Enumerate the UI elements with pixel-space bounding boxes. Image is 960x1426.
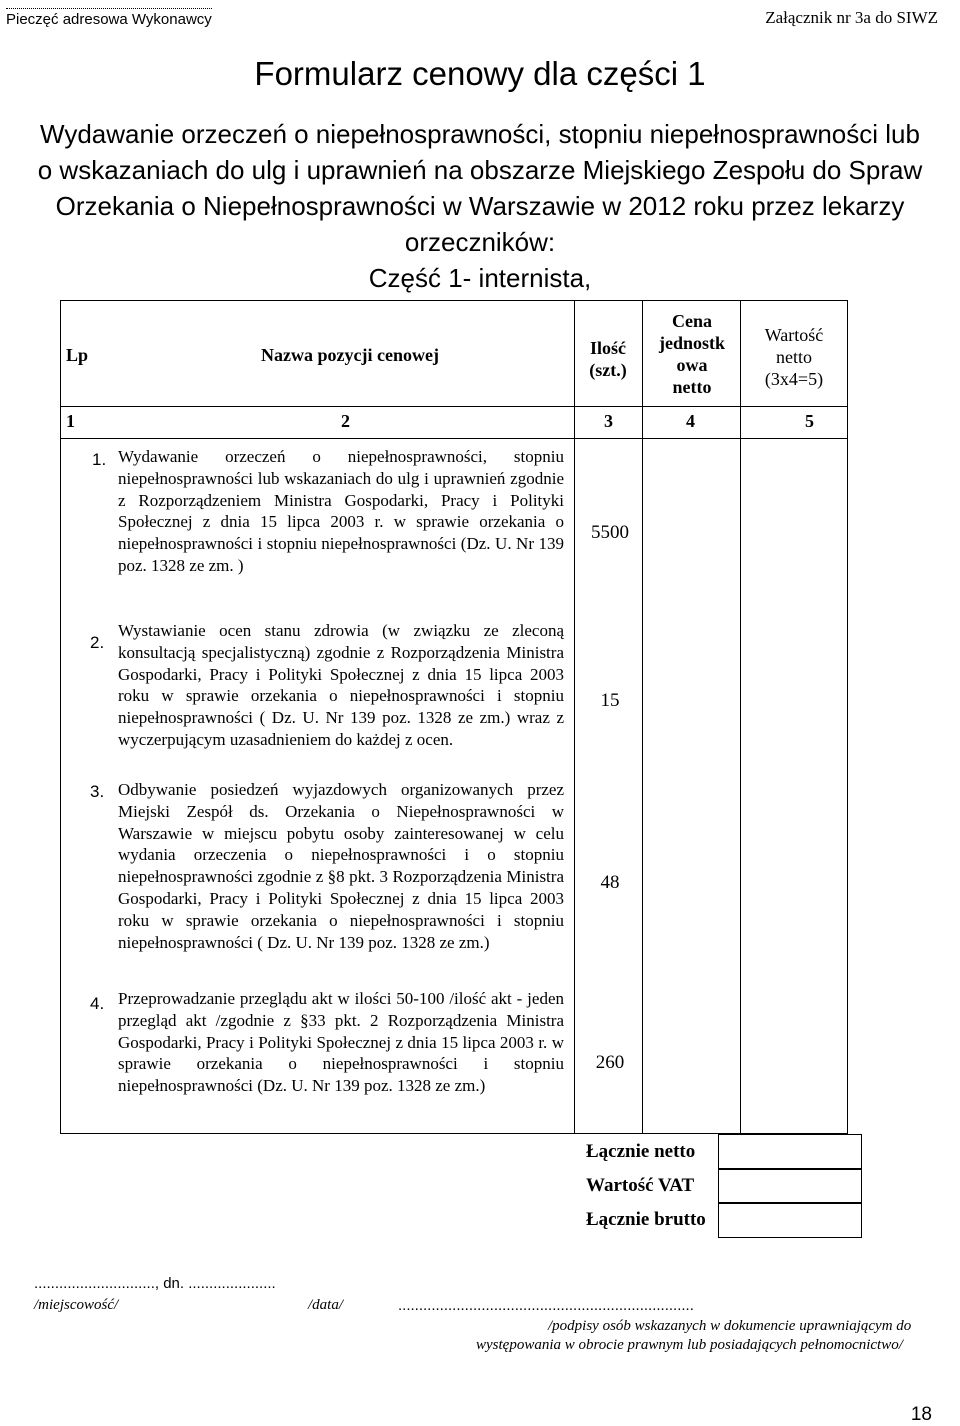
header-quantity: [580, 337, 636, 381]
signature-note-line: występowania w obrocie prawnym lub posiadających pełnomocnictwo/: [476, 1337, 903, 1353]
header-unit-price-line: owa: [676, 355, 708, 375]
header-position-name: Nazwa pozycji cenowej: [261, 345, 439, 365]
header-lp: Lp: [66, 345, 89, 365]
subject-line: o wskazaniach do ulg i uprawnień na obszarze Miejskiego Zespołu do Spraw: [37, 155, 923, 185]
header-unit-price-line: jednostk: [658, 333, 725, 353]
net-total-label: Łącznie netto: [586, 1141, 696, 1162]
form-subject: [0, 116, 960, 296]
column-number: 4: [686, 411, 695, 431]
row-number: 3.: [90, 782, 105, 801]
row-number: 2.: [90, 633, 105, 652]
subject-line: Wydawanie orzeczeń o niepełnosprawności, stopniu niepełnosprawności lub: [40, 119, 920, 149]
column-number: 3: [604, 411, 613, 431]
row-quantity: 15: [600, 690, 620, 711]
place-label: /miejscowość/: [34, 1297, 119, 1313]
header-quantity-line: Ilość: [590, 338, 626, 358]
column-divider: [740, 300, 741, 1134]
header-divider: [60, 406, 848, 407]
column-divider: [642, 300, 643, 1134]
row-description: Przeprowadzanie przeglądu akt w ilości 50-100 /ilość akt - jeden przegląd akt /zgodnie z §33 pkt. 2 Rozporządzenia Ministra Gospodarki, Pracy i Polityki Społecznej z dnia 15 lipca 2003 r. w sprawie orzekania o niepełnosprawności i stopniu niepełnosprawności (Dz. U. Nr 139 poz. 1328 ze zm.): [118, 989, 564, 1096]
vat-value-field[interactable]: [718, 1168, 862, 1204]
header-unit-price: [644, 310, 740, 398]
header-net-value: [742, 324, 846, 390]
form-title: Formularz cenowy dla części 1: [254, 55, 706, 92]
header-unit-price-line: Cena: [672, 311, 712, 331]
net-total-field[interactable]: [718, 1134, 862, 1170]
row-description: Wystawianie ocen stanu zdrowia (w związku ze zleconą konsultacją specjalistyczną) zgodnie z Rozporządzenia Ministra Gospodarki, Pracy i Polityki Społecznej z dnia 15 lipca 2003 roku w sprawie orzekania o niepełnosprawności i stopniu niepełnosprawności ( Dz. U. Nr 139 poz. 1328 ze zm.) wraz z wyczerpującym uzasadnieniem do każdej z ocen.: [118, 621, 564, 749]
row-number: 1.: [92, 450, 107, 469]
date-label: /data/: [308, 1297, 344, 1313]
header-net-value-line: netto: [776, 347, 812, 367]
place-date-line: ............................., dn. .....................: [34, 1275, 276, 1292]
subject-line: orzeczników:: [404, 227, 556, 257]
gross-total-label: Łącznie brutto: [586, 1209, 706, 1230]
vat-value-label: Wartość VAT: [586, 1175, 695, 1196]
signature-section: [0, 1275, 960, 1365]
row-quantity: 260: [595, 1052, 625, 1073]
column-number: 2: [341, 411, 350, 431]
header-net-value-line: Wartość: [764, 325, 824, 345]
header-quantity-line: (szt.): [589, 360, 627, 380]
page-number: 18: [910, 1404, 932, 1425]
row-description: Wydawanie orzeczeń o niepełnosprawności, stopniu niepełnosprawności lub wskazaniach do ulg i uprawnień zgodnie z Rozporządzeniem Ministra Gospodarki, Pracy i Polityki Społecznej z dnia 15 lipca 2003 r. w sprawie orzekania o niepełnosprawności i stopniu niepełnosprawności (Dz. U. Nr 139 poz. 1328 ze zm. ): [118, 447, 564, 575]
row-number: 4.: [90, 994, 105, 1013]
annex-label: Załącznik nr 3a do SIWZ: [765, 8, 938, 27]
signature-note-line: /podpisy osób wskazanych w dokumencie uprawniającym do: [548, 1318, 912, 1334]
column-number: 5: [805, 411, 814, 431]
column-number-divider: [60, 438, 848, 439]
header-net-value-line: (3x4=5): [764, 369, 824, 389]
gross-total-field[interactable]: [718, 1202, 862, 1238]
subject-line: Orzekania o Niepełnosprawności w Warszawie w 2012 roku przez lekarzy: [55, 191, 905, 221]
column-number: 1: [66, 411, 75, 431]
signature-line: .......................................................................: [398, 1297, 694, 1314]
price-table: [60, 300, 848, 1134]
row-quantity: 48: [600, 872, 620, 893]
row-description: Odbywanie posiedzeń wyjazdowych organizowanych przez Miejski Zespół ds. Orzekania o Niepełnosprawności w Warszawie w miejscu pobytu osoby zainteresowanej w celu wydania orzeczenia o niepełnosprawności i o stopniu niepełnosprawności zgodnie z §8 pkt. 3 Rozporządzenia Ministra Gospodarki, Pracy i Polityki Społecznej z dnia 15 lipca 2003 roku w sprawie orzekania o niepełnosprawności i stopniu niepełnosprawności ( Dz. U. Nr 139 poz. 1328 ze zm.): [118, 780, 564, 952]
table-border-top: [60, 300, 848, 301]
contractor-stamp-label: Pieczęć adresowa Wykonawcy: [6, 8, 212, 28]
header-unit-price-line: netto: [672, 377, 712, 397]
table-border-left: [60, 300, 61, 1134]
column-divider: [574, 300, 575, 1134]
row-quantity: 5500: [591, 522, 629, 543]
subject-line: Część 1- internista,: [368, 263, 592, 293]
table-border-right: [847, 300, 848, 1134]
